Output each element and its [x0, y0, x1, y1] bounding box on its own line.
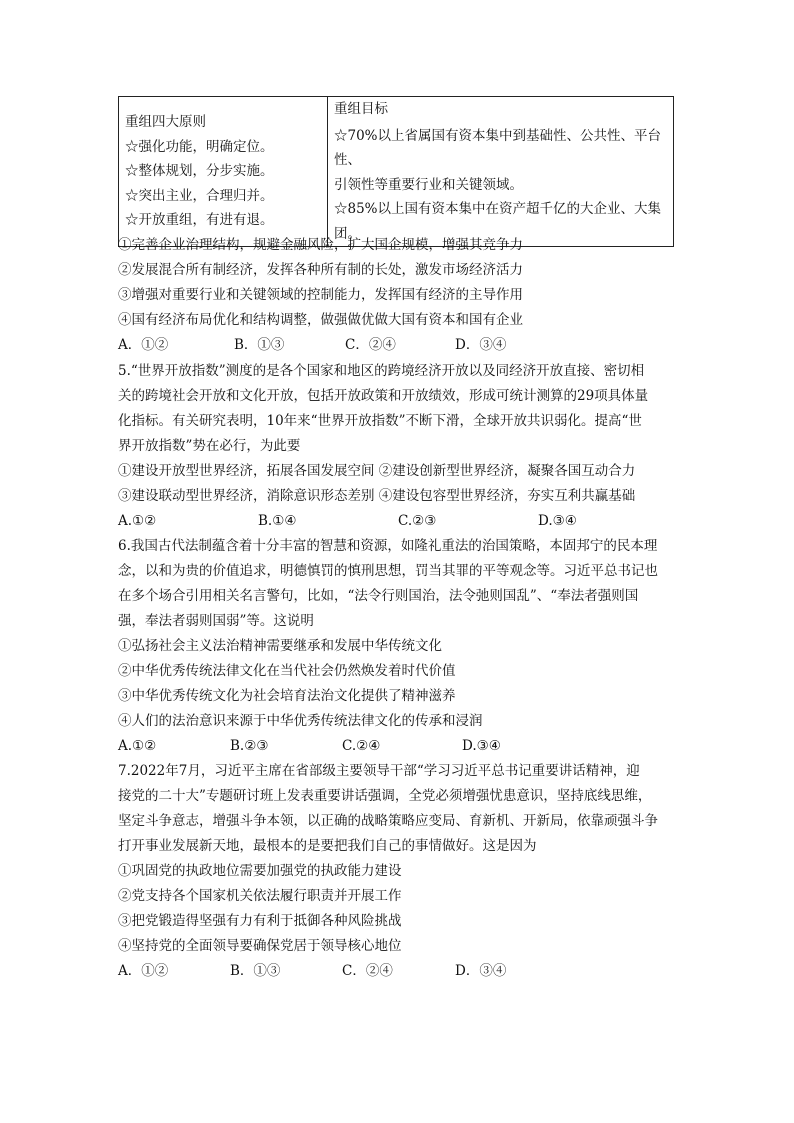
- q5-statement: ①建设开放型世界经济，拓展各国发展空间 ②建设创新型世界经济，凝聚各国互动合力: [118, 463, 636, 479]
- q6-statement: ③中华优秀传统文化为社会培育法治文化提供了精神滋养: [118, 688, 456, 704]
- q6-stem-line: 强，奉法者弱则国弱”等。这说明: [118, 613, 314, 629]
- q7-stem-line: 坚定斗争意志，增强斗争本领，以正确的战略策略应变局、育新机、开新局，依靠顽强斗争: [118, 813, 658, 829]
- principle-item: ☆强化功能，明确定位。: [125, 138, 274, 155]
- q7-stem-line: 打开事业发展新天地，最根本的是要把我们自己的事情做好。这是因为: [118, 838, 537, 854]
- q6-statement: ②中华优秀传统法律文化在当代社会仍然焕发着时代价值: [118, 663, 456, 679]
- principle-item: ☆突出主业，合理归并。: [125, 187, 274, 204]
- q7-option-d[interactable]: D．③④: [455, 963, 507, 979]
- q4-statement: ①完善企业治理结构，规避金融风险，扩大国企规模，增强其竞争力: [118, 237, 523, 253]
- q5-option-b[interactable]: B.①④: [258, 513, 297, 529]
- q4-option-d[interactable]: D．③④: [455, 337, 507, 353]
- q7-statement: ②党支持各个国家机关依法履行职责并开展工作: [118, 888, 402, 904]
- q5-stem-line: 5.“世界开放指数”测度的是各个国家和地区的跨境经济开放以及同经济开放直接、密切相: [118, 363, 645, 379]
- q4-option-b[interactable]: B．①③: [234, 337, 285, 353]
- q4-option-a[interactable]: A．①②: [118, 337, 169, 353]
- q7-statement: ①巩固党的执政地位需要加强党的执政能力建设: [118, 863, 402, 879]
- goal-line: ☆85%以上国有资本集中在资产超千亿的大企业、大集团。: [334, 201, 662, 242]
- q5-stem-line: 界开放指数”势在必行，为此要: [118, 438, 301, 454]
- q6-statement: ①弘扬社会主义法治精神需要继承和发展中华传统文化: [118, 638, 442, 654]
- q7-option-c[interactable]: C．②④: [342, 963, 393, 979]
- q7-statement: ③把党锻造得坚强有力有利于抵御各种风险挑战: [118, 913, 402, 929]
- q6-option-b[interactable]: B.②③: [230, 738, 269, 754]
- q6-stem-line: 在多个场合引用相关名言警句，比如，“法令行则国治，法令弛则国乱”、“奉法者强则国: [118, 588, 639, 604]
- restructuring-table: [118, 96, 674, 247]
- q7-statement: ④坚持党的全面领导要确保党居于领导核心地位: [118, 938, 402, 954]
- q5-stem-line: 关的跨境社会开放和文化开放，包括开放政策和开放绩效，形成可统计测算的29项具体量: [118, 388, 649, 404]
- q6-stem-line: 6.我国古代法制蕴含着十分丰富的智慧和资源，如隆礼重法的治国策略，本固邦宁的民本理: [118, 538, 658, 554]
- q6-option-a[interactable]: A.①②: [118, 738, 157, 754]
- q7-option-b[interactable]: B．①③: [230, 963, 281, 979]
- q7-stem-line: 接党的二十大”专题研讨班上发表重要讲话强调，全党必须增强忧患意识，坚持底线思维，: [118, 788, 652, 804]
- q4-statement: ④国有经济布局优化和结构调整，做强做优做大国有资本和国有企业: [118, 312, 523, 328]
- goals-title: 重组目标: [334, 101, 388, 117]
- q4-statement: ③增强对重要行业和关键领域的控制能力，发挥国有经济的主导作用: [118, 287, 523, 303]
- q7-stem-line: 7.2022年7月，习近平主席在省部级主要领导干部“学习习近平总书记重要讲话精神，迎: [118, 763, 640, 779]
- principles-cell: [119, 97, 328, 247]
- q4-statement: ②发展混合所有制经济，发挥各种所有制的长处，激发市场经济活力: [118, 262, 523, 278]
- q5-option-a[interactable]: A.①②: [118, 513, 157, 529]
- q4-option-c[interactable]: C．②④: [345, 337, 396, 353]
- q7-option-a[interactable]: A．①②: [118, 963, 169, 979]
- q6-option-c[interactable]: C.②④: [342, 738, 381, 754]
- goals-cell: [328, 97, 674, 247]
- q6-statement: ④人们的法治意识来源于中华优秀传统法律文化的传承和浸润: [118, 713, 483, 729]
- principle-item: ☆整体规划，分步实施。: [125, 163, 274, 180]
- goal-line: 引领性等重要行业和关键领域。: [334, 176, 523, 193]
- principles-title: 重组四大原则: [125, 114, 206, 131]
- q6-stem-line: 念，以和为贵的价值追求，明德慎罚的慎刑思想，罚当其罪的平等观念等。习近平总书记也: [118, 563, 658, 579]
- q6-option-d[interactable]: D.③④: [462, 738, 501, 754]
- q5-stem-line: 化指标。有关研究表明，10年来“世界开放指数”不断下滑，全球开放共识弱化。提高“世: [118, 413, 642, 429]
- principle-item: ☆开放重组，有进有退。: [125, 212, 274, 229]
- q5-statement: ③建设联动型世界经济，消除意识形态差别 ④建设包容型世界经济，夯实互利共赢基础: [118, 488, 636, 504]
- goal-line: ☆70%以上省属国有资本集中到基础性、公共性、平台性、: [334, 127, 662, 168]
- q5-option-c[interactable]: C.②③: [398, 513, 437, 529]
- q5-option-d[interactable]: D.③④: [538, 513, 577, 529]
